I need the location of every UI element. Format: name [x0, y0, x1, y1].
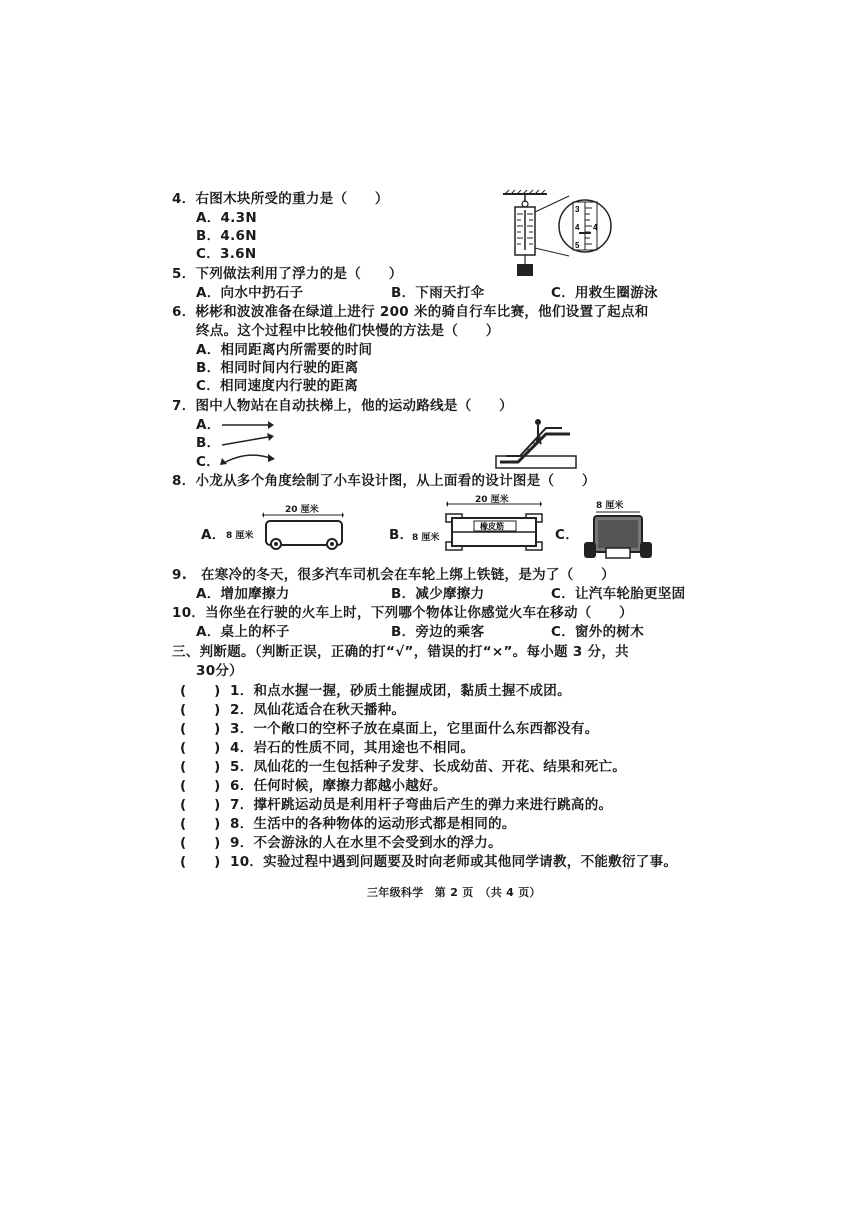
q8-option-a: A． — [201, 527, 226, 543]
q7-option-a: A． — [196, 417, 221, 433]
q6-stem-line1: 6．彬彬和波波准备在绿道上进行 200 米的骑自行车比赛，他们设置了起点和 — [172, 304, 649, 320]
q8-option-b: B． — [389, 527, 414, 543]
q6-option-b: B．相同时间内行驶的距离 — [196, 360, 359, 376]
judgment-paren[interactable]: ( ) — [180, 702, 221, 718]
car-c-height-label: 8 厘米 — [596, 501, 624, 511]
q7-stem: 7．图中人物站在自动扶梯上，他的运动路线是（ ） — [172, 398, 513, 414]
q6-option-a: A．相同距离内所需要的时间 — [196, 342, 373, 358]
q8-stem: 8．小龙从多个角度绘制了小车设计图，从上面看的设计图是（ ） — [172, 473, 596, 489]
judgment-paren[interactable]: ( ) — [180, 816, 221, 832]
section3-title-line2: 30分） — [196, 663, 243, 679]
q7-option-b: B． — [196, 435, 221, 451]
q9-option-a: A．增加摩擦力 — [196, 586, 290, 602]
q10-stem: 10．当你坐在行驶的火车上时，下列哪个物体让你感觉火车在移动（ ） — [172, 605, 633, 621]
scale-mark-4: 4 — [575, 223, 580, 232]
q5-stem: 5．下列做法利用了浮力的是（ ） — [172, 266, 403, 282]
path-arrow-c — [220, 448, 276, 468]
scale-mark-3: 3 — [575, 205, 580, 214]
judgment-paren[interactable]: ( ) — [180, 683, 221, 699]
rubber-band-label: 橡皮筋 — [480, 522, 504, 531]
q6-stem-line2: 终点。这个过程中比较他们快慢的方法是（ ） — [196, 323, 500, 339]
car-side-view-figure — [262, 511, 350, 551]
q4-option-c: C．3.6N — [196, 246, 257, 262]
path-arrow-a — [220, 418, 276, 432]
car-a-height-label: 8 厘米 — [226, 531, 254, 541]
q9-stem: 9. 在寒冷的冬天，很多汽车司机会在车轮上绑上铁链，是为了（ ） — [172, 567, 615, 583]
q5-option-a: A．向水中扔石子 — [196, 285, 304, 301]
judgment-item-8: 8．生活中的各种物体的运动形式都是相同的。 — [230, 816, 516, 832]
judgment-paren[interactable]: ( ) — [180, 854, 221, 870]
q6-option-c: C．相同速度内行驶的距离 — [196, 378, 359, 394]
judgment-item-9: 9．不会游泳的人在水里不会受到水的浮力。 — [230, 835, 502, 851]
escalator-figure — [496, 418, 576, 470]
car-top-view-figure — [444, 500, 548, 556]
judgment-paren[interactable]: ( ) — [180, 759, 221, 775]
judgment-item-7: 7．撑杆跳运动员是利用杆子弯曲后产生的弹力来进行跳高的。 — [230, 797, 613, 813]
car-a-width-label: 20 厘米 — [285, 505, 319, 515]
q9-option-b: B．减少摩擦力 — [391, 586, 485, 602]
scale-mark-5: 5 — [575, 241, 580, 250]
car-front-view-figure — [582, 510, 654, 562]
judgment-item-1: 1．和点水握一握，砂质土能握成团，黏质土握不成团。 — [230, 683, 571, 699]
judgment-item-10: 10．实验过程中遇到问题要及时向老师或其他同学请教，不能敷衍了事。 — [230, 854, 678, 870]
q10-option-a: A．桌上的杯子 — [196, 624, 290, 640]
judgment-paren[interactable]: ( ) — [180, 740, 221, 756]
judgment-paren[interactable]: ( ) — [180, 835, 221, 851]
q8-option-c: C． — [555, 527, 580, 543]
car-b-height-label: 8 厘米 — [412, 533, 440, 543]
path-arrow-b — [220, 432, 276, 448]
q4-option-a: A．4.3N — [196, 210, 257, 226]
judgment-item-6: 6．任何时候，摩擦力都越小越好。 — [230, 778, 447, 794]
judgment-item-4: 4．岩石的性质不同，其用途也不相同。 — [230, 740, 475, 756]
car-b-width-label: 20 厘米 — [475, 495, 509, 505]
q4-option-b: B．4.6N — [196, 228, 257, 244]
judgment-paren[interactable]: ( ) — [180, 778, 221, 794]
judgment-paren[interactable]: ( ) — [180, 721, 221, 737]
judgment-item-2: 2．凤仙花适合在秋天播种。 — [230, 702, 406, 718]
q5-option-b: B．下雨天打伞 — [391, 285, 485, 301]
q7-option-c: C． — [196, 454, 221, 470]
spring-scale-figure — [495, 190, 625, 282]
q10-option-b: B．旁边的乘客 — [391, 624, 485, 640]
scale-mark-4-right: 4 — [593, 223, 598, 232]
judgment-item-5: 5．凤仙花的一生包括种子发芽、长成幼苗、开花、结果和死亡。 — [230, 759, 627, 775]
q5-option-c: C．用救生圈游泳 — [551, 285, 658, 301]
q9-option-c: C．让汽车轮胎更坚固 — [551, 586, 686, 602]
section3-title-line1: 三、判断题。（判断正误，正确的打“√”，错误的打“×”。每小题 3 分，共 — [172, 644, 629, 660]
page-footer: 三年级科学 第 2 页 （共 4 页） — [367, 886, 541, 899]
q4-stem: 4．右图木块所受的重力是（ ） — [172, 191, 389, 207]
q10-option-c: C．窗外的树木 — [551, 624, 645, 640]
judgment-paren[interactable]: ( ) — [180, 797, 221, 813]
judgment-item-3: 3．一个敞口的空杯子放在桌面上，它里面什么东西都没有。 — [230, 721, 599, 737]
